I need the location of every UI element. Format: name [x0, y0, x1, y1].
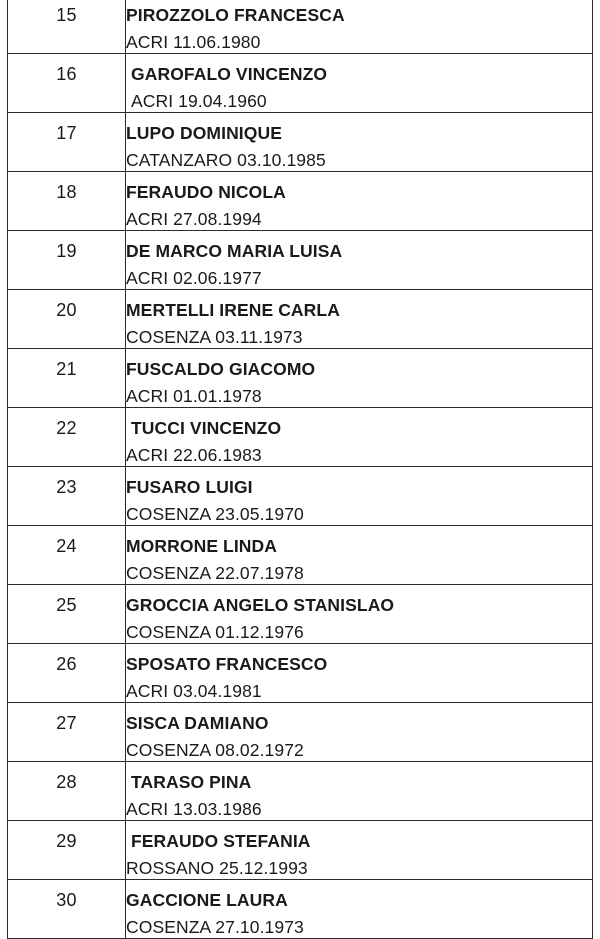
row-number-cell — [8, 408, 126, 467]
birth-place-date: COSENZA 01.12.1976 — [126, 622, 304, 642]
row-number-cell — [8, 821, 126, 880]
person-cell — [126, 0, 593, 54]
table-row — [8, 172, 593, 231]
person-name: DE MARCO MARIA LUISA — [126, 241, 343, 261]
table-row — [8, 54, 593, 113]
table-row — [8, 467, 593, 526]
row-number-cell — [8, 172, 126, 231]
birth-place-date: COSENZA 23.05.1970 — [126, 504, 304, 524]
person-cell — [126, 526, 593, 585]
birth-place-date: ACRI 02.06.1977 — [126, 268, 262, 288]
row-number: 18 — [56, 182, 77, 202]
person-name: SPOSATO FRANCESCO — [126, 654, 328, 674]
row-number-cell — [8, 880, 126, 939]
person-cell — [126, 880, 593, 939]
row-number: 20 — [56, 300, 77, 320]
table-row — [8, 0, 593, 54]
birth-place-date: COSENZA 03.11.1973 — [126, 327, 303, 347]
row-number: 26 — [56, 654, 77, 674]
person-name: GAROFALO VINCENZO — [131, 64, 328, 84]
person-name: GACCIONE LAURA — [126, 890, 288, 910]
row-number: 21 — [56, 359, 77, 379]
row-number: 25 — [56, 595, 77, 615]
row-number: 22 — [56, 418, 77, 438]
row-number: 24 — [56, 536, 77, 556]
row-number-cell — [8, 585, 126, 644]
table-row — [8, 585, 593, 644]
table-row — [8, 408, 593, 467]
birth-place-date: ACRI 01.01.1978 — [126, 386, 262, 406]
person-cell — [126, 172, 593, 231]
row-number: 15 — [56, 5, 77, 25]
row-number-cell — [8, 349, 126, 408]
person-cell — [126, 54, 593, 113]
person-name: MERTELLI IRENE CARLA — [126, 300, 340, 320]
table-row — [8, 290, 593, 349]
row-number: 17 — [56, 123, 77, 143]
person-name: TARASO PINA — [131, 772, 252, 792]
birth-place-date: ACRI 22.06.1983 — [126, 445, 262, 465]
row-number-cell — [8, 644, 126, 703]
roster-body — [8, 0, 593, 939]
person-cell — [126, 762, 593, 821]
row-number: 23 — [56, 477, 77, 497]
row-number-cell — [8, 113, 126, 172]
person-name: FUSCALDO GIACOMO — [126, 359, 316, 379]
person-name: FERAUDO NICOLA — [126, 182, 286, 202]
table-row — [8, 349, 593, 408]
person-name: TUCCI VINCENZO — [131, 418, 282, 438]
row-number: 28 — [56, 772, 77, 792]
row-number: 19 — [56, 241, 77, 261]
table-row — [8, 703, 593, 762]
table-row — [8, 113, 593, 172]
person-cell — [126, 467, 593, 526]
person-name: GROCCIA ANGELO STANISLAO — [126, 595, 395, 615]
person-cell — [126, 585, 593, 644]
table-row — [8, 231, 593, 290]
row-number-cell — [8, 703, 126, 762]
person-cell — [126, 644, 593, 703]
row-number-cell — [8, 0, 126, 54]
person-cell — [126, 703, 593, 762]
person-cell — [126, 408, 593, 467]
birth-place-date: ACRI 11.06.1980 — [126, 32, 261, 52]
person-name: LUPO DOMINIQUE — [126, 123, 282, 143]
birth-place-date: ACRI 13.03.1986 — [126, 799, 262, 819]
row-number-cell — [8, 54, 126, 113]
row-number-cell — [8, 290, 126, 349]
person-name: PIROZZOLO FRANCESCA — [126, 5, 345, 25]
person-cell — [126, 349, 593, 408]
person-name: SISCA DAMIANO — [126, 713, 269, 733]
person-name: FUSARO LUIGI — [126, 477, 253, 497]
roster-table — [7, 0, 593, 939]
person-name: MORRONE LINDA — [126, 536, 278, 556]
birth-place-date: COSENZA 08.02.1972 — [126, 740, 304, 760]
table-row — [8, 821, 593, 880]
person-cell — [126, 821, 593, 880]
birth-place-date: ROSSANO 25.12.1993 — [126, 858, 308, 878]
birth-place-date: ACRI 19.04.1960 — [131, 91, 267, 111]
row-number-cell — [8, 231, 126, 290]
person-cell — [126, 231, 593, 290]
row-number: 29 — [56, 831, 77, 851]
birth-place-date: ACRI 27.08.1994 — [126, 209, 262, 229]
table-row — [8, 880, 593, 939]
table-row — [8, 644, 593, 703]
person-cell — [126, 290, 593, 349]
table-row — [8, 526, 593, 585]
birth-place-date: COSENZA 27.10.1973 — [126, 917, 304, 937]
row-number: 30 — [56, 890, 77, 910]
birth-place-date: CATANZARO 03.10.1985 — [126, 150, 326, 170]
row-number-cell — [8, 526, 126, 585]
birth-place-date: ACRI 03.04.1981 — [126, 681, 262, 701]
row-number-cell — [8, 762, 126, 821]
table-row — [8, 762, 593, 821]
row-number: 27 — [56, 713, 77, 733]
person-name: FERAUDO STEFANIA — [131, 831, 311, 851]
birth-place-date: COSENZA 22.07.1978 — [126, 563, 304, 583]
row-number-cell — [8, 467, 126, 526]
person-cell — [126, 113, 593, 172]
row-number: 16 — [56, 64, 77, 84]
